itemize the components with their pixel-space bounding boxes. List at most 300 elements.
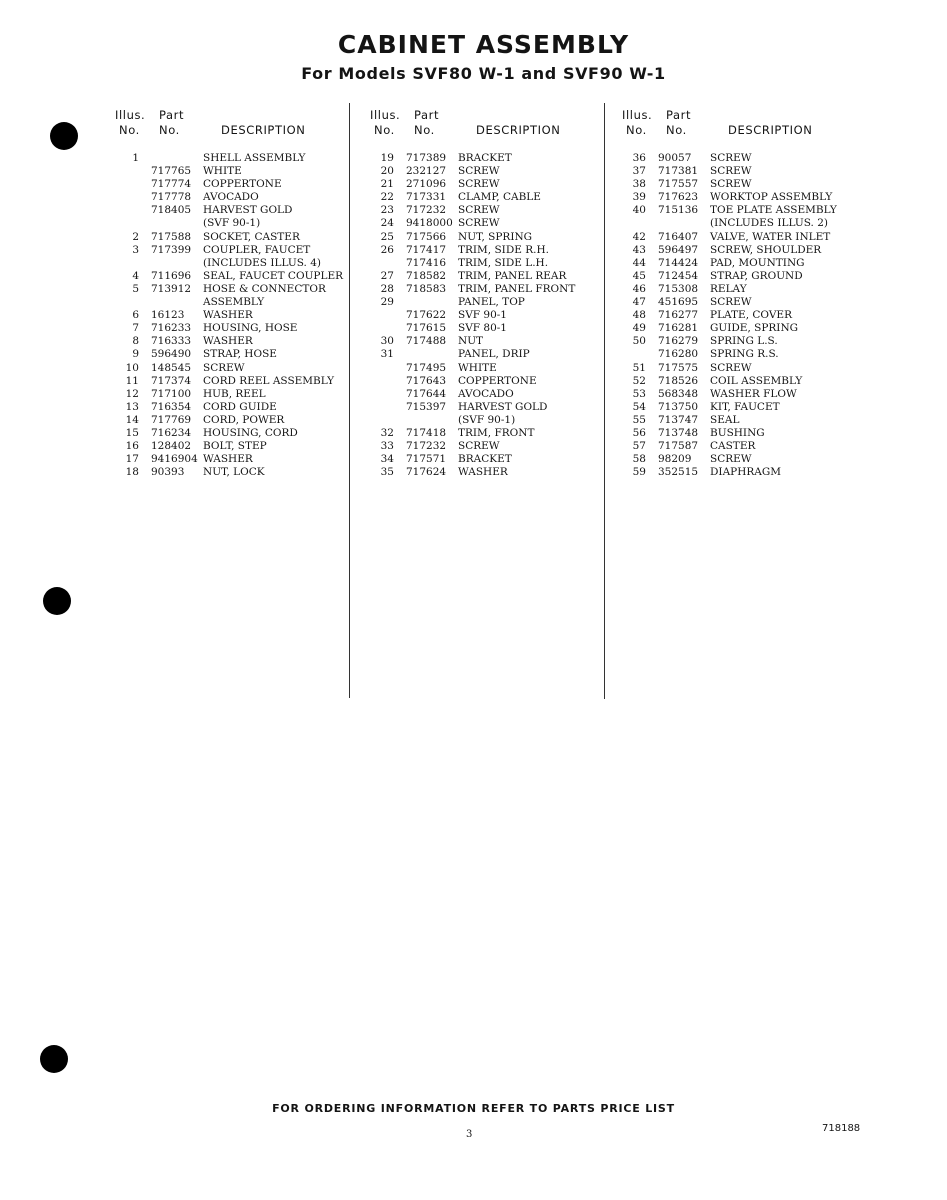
part-no-header: No. — [666, 123, 687, 137]
part-description: ASSEMBLY — [203, 296, 265, 309]
part-description: BUSHING — [710, 426, 765, 439]
illus-number: 16 — [125, 440, 139, 453]
part-description: HUB, REEL — [203, 387, 266, 400]
illus-number: 22 — [380, 191, 394, 204]
part-number: 98209 — [658, 453, 692, 466]
part-description: CLAMP, CABLE — [458, 191, 541, 204]
illus-number: 26 — [380, 243, 394, 256]
illus-number: 1 — [132, 152, 139, 164]
table-row — [622, 191, 862, 204]
illus-header: Illus. — [622, 108, 653, 122]
illus-header: Illus. — [115, 108, 146, 122]
illus-number: 53 — [632, 387, 646, 400]
table-row — [370, 309, 610, 322]
part-header: Part — [159, 108, 185, 122]
table-row — [370, 335, 610, 348]
part-description: SCREW — [710, 453, 752, 466]
table-row — [115, 283, 355, 296]
part-number: 128402 — [151, 440, 192, 453]
illus-number: 12 — [125, 387, 139, 400]
table-row — [115, 335, 355, 348]
part-number: 717488 — [406, 335, 447, 348]
illus-number: 24 — [380, 217, 394, 230]
part-description: CORD GUIDE — [203, 400, 277, 413]
part-number: 716279 — [658, 335, 699, 348]
part-number: 715397 — [406, 400, 447, 413]
column-header — [115, 108, 355, 140]
part-description: AVOCADO — [203, 191, 259, 204]
illus-number: 6 — [132, 309, 139, 322]
illus-no-header: No. — [626, 123, 647, 137]
table-row — [370, 152, 610, 165]
part-description: TRIM, PANEL FRONT — [458, 282, 576, 295]
table-row — [622, 165, 862, 178]
table-row — [622, 414, 862, 427]
part-description: SPRING L.S. — [710, 335, 778, 348]
part-description: SCREW — [458, 165, 500, 178]
illus-number: 35 — [380, 466, 394, 479]
part-number: 717417 — [406, 243, 447, 256]
table-row — [370, 296, 610, 309]
illus-no-header: No. — [374, 123, 395, 137]
parts-column-3 — [622, 108, 862, 479]
part-number: 717575 — [658, 361, 699, 374]
table-row — [370, 165, 610, 178]
part-description: RELAY — [710, 282, 747, 295]
part-description: SVF 90-1 — [458, 309, 507, 322]
part-description: SCREW — [710, 152, 752, 164]
illus-number: 18 — [125, 466, 139, 479]
table-row — [115, 152, 355, 165]
illus-number: 38 — [632, 178, 646, 191]
illus-number: 28 — [380, 282, 394, 295]
part-number: 711696 — [151, 269, 192, 282]
part-description: STRAP, GROUND — [710, 269, 803, 282]
part-header: Part — [666, 108, 692, 122]
illus-number: 30 — [380, 335, 394, 348]
table-row — [622, 322, 862, 335]
part-number: 717232 — [406, 204, 447, 217]
part-description: VALVE, WATER INLET — [710, 230, 831, 243]
part-description: SCREW — [203, 361, 245, 374]
part-description: HARVEST GOLD — [458, 400, 548, 413]
part-description: CORD REEL ASSEMBLY — [203, 374, 334, 387]
illus-number: 36 — [632, 152, 646, 164]
part-description: SEAL — [710, 413, 740, 426]
table-row — [370, 231, 610, 244]
part-number: 717416 — [406, 256, 447, 269]
illus-number: 59 — [632, 466, 646, 479]
ordering-note: FOR ORDERING INFORMATION REFER TO PARTS PRICE LIST — [272, 1102, 675, 1115]
table-row — [622, 309, 862, 322]
part-description: SCREW — [458, 204, 500, 217]
table-row — [622, 401, 862, 414]
part-description: CORD, POWER — [203, 413, 285, 426]
part-description: NUT — [458, 335, 484, 348]
table-row — [370, 388, 610, 401]
table-row — [622, 466, 862, 479]
column-header — [370, 108, 610, 140]
table-row — [370, 362, 610, 375]
illus-number: 31 — [380, 348, 394, 361]
table-row — [622, 453, 862, 466]
illus-number: 10 — [125, 361, 139, 374]
illus-number: 13 — [125, 400, 139, 413]
part-number: 90057 — [658, 152, 692, 164]
table-row — [115, 388, 355, 401]
part-description: BRACKET — [458, 453, 512, 466]
part-number: 717100 — [151, 387, 192, 400]
table-row — [370, 204, 610, 217]
table-row — [622, 440, 862, 453]
part-description: HARVEST GOLD — [203, 204, 293, 217]
part-no-header: No. — [414, 123, 435, 137]
part-number: 714424 — [658, 256, 699, 269]
part-description: TRIM, SIDE L.H. — [458, 256, 549, 269]
table-row — [370, 427, 610, 440]
part-number: 717623 — [658, 191, 699, 204]
part-number: 716354 — [151, 400, 192, 413]
part-number: 717624 — [406, 466, 447, 479]
table-row — [622, 362, 862, 375]
table-row — [370, 322, 610, 335]
part-description: WASHER — [203, 309, 253, 322]
description-header: DESCRIPTION — [476, 123, 561, 137]
part-description: SEAL, FAUCET COUPLER — [203, 269, 344, 282]
illus-number: 21 — [380, 178, 394, 191]
table-row — [115, 257, 355, 270]
illus-number: 45 — [632, 269, 646, 282]
illus-number: 51 — [632, 361, 646, 374]
part-number: 716333 — [151, 335, 192, 348]
illus-number: 46 — [632, 282, 646, 295]
part-number: 717389 — [406, 152, 447, 164]
part-description: WASHER — [458, 466, 508, 479]
part-number: 9416904 — [151, 453, 198, 466]
table-row — [115, 231, 355, 244]
part-number: 716234 — [151, 426, 192, 439]
table-row — [622, 217, 862, 230]
table-row — [115, 362, 355, 375]
part-description: PLATE, COVER — [710, 309, 793, 322]
part-description: NUT, SPRING — [458, 230, 533, 243]
illus-number: 14 — [125, 413, 139, 426]
part-description: SCREW — [458, 178, 500, 191]
part-description: PAD, MOUNTING — [710, 256, 805, 269]
table-row — [115, 191, 355, 204]
part-description: PANEL, DRIP — [458, 348, 530, 361]
part-number: 712454 — [658, 269, 699, 282]
part-description: STRAP, HOSE — [203, 348, 277, 361]
page-subtitle: For Models SVF80 W-1 and SVF90 W-1 — [301, 64, 666, 83]
illus-number: 50 — [632, 335, 646, 348]
table-row — [115, 165, 355, 178]
table-row — [115, 322, 355, 335]
part-number: 713747 — [658, 413, 699, 426]
part-number: 715308 — [658, 282, 699, 295]
illus-number: 9 — [132, 348, 139, 361]
table-row — [622, 178, 862, 191]
illus-number: 39 — [632, 191, 646, 204]
part-number: 715136 — [658, 204, 699, 217]
table-row — [370, 440, 610, 453]
part-number: 717769 — [151, 413, 192, 426]
part-number: 718582 — [406, 269, 447, 282]
part-description: COPPERTONE — [458, 374, 537, 387]
table-row — [622, 296, 862, 309]
table-row — [370, 244, 610, 257]
illus-number: 47 — [632, 296, 646, 309]
part-number: 717566 — [406, 230, 447, 243]
part-description: (INCLUDES ILLUS. 4) — [203, 256, 321, 269]
part-description: (INCLUDES ILLUS. 2) — [710, 217, 828, 230]
binder-hole-bottom — [40, 1045, 68, 1073]
table-row — [115, 427, 355, 440]
part-description: COUPLER, FAUCET — [203, 243, 311, 256]
table-row — [622, 348, 862, 361]
parts-list — [115, 152, 355, 479]
part-number: 9418000 — [406, 217, 453, 230]
illus-number: 52 — [632, 374, 646, 387]
part-description: TRIM, FRONT — [458, 426, 535, 439]
part-number: 352515 — [658, 466, 699, 479]
part-number: 717495 — [406, 361, 447, 374]
parts-list — [370, 152, 610, 479]
illus-number: 4 — [132, 269, 139, 282]
part-number: 717331 — [406, 191, 447, 204]
table-row — [370, 348, 610, 361]
part-number: 717418 — [406, 426, 447, 439]
part-description: SHELL ASSEMBLY — [203, 152, 306, 164]
parts-column-2 — [370, 108, 610, 479]
part-description: COPPERTONE — [203, 178, 282, 191]
table-row — [370, 270, 610, 283]
part-number: 717588 — [151, 230, 192, 243]
illus-number: 7 — [132, 322, 139, 335]
illus-number: 43 — [632, 243, 646, 256]
illus-number: 15 — [125, 426, 139, 439]
part-number: 717765 — [151, 165, 192, 178]
illus-number: 27 — [380, 269, 394, 282]
part-number: 716277 — [658, 309, 699, 322]
part-description: WASHER FLOW — [710, 387, 797, 400]
part-number: 568348 — [658, 387, 699, 400]
table-row — [370, 466, 610, 479]
part-number: 596490 — [151, 348, 192, 361]
part-number: 232127 — [406, 165, 447, 178]
part-description: WHITE — [458, 361, 497, 374]
table-row — [622, 375, 862, 388]
part-description: GUIDE, SPRING — [710, 322, 799, 335]
column-header — [622, 108, 862, 140]
part-description: DIAPHRAGM — [710, 466, 781, 479]
part-number: 717232 — [406, 440, 447, 453]
part-description: (SVF 90-1) — [203, 217, 261, 230]
table-row — [370, 191, 610, 204]
part-number: 717643 — [406, 374, 447, 387]
part-description: SOCKET, CASTER — [203, 230, 300, 243]
part-description: HOUSING, HOSE — [203, 322, 298, 335]
part-number: 717571 — [406, 453, 447, 466]
part-number: 717622 — [406, 309, 447, 322]
table-row — [115, 204, 355, 217]
table-row — [370, 178, 610, 191]
table-row — [115, 244, 355, 257]
part-number: 90393 — [151, 466, 185, 479]
part-description: CASTER — [710, 440, 756, 453]
part-description: SPRING R.S. — [710, 348, 779, 361]
part-description: SCREW — [458, 217, 500, 230]
part-number: 717644 — [406, 387, 447, 400]
table-row — [622, 335, 862, 348]
table-row — [115, 348, 355, 361]
table-row — [115, 375, 355, 388]
illus-number: 56 — [632, 426, 646, 439]
illus-number: 3 — [132, 243, 139, 256]
part-description: BRACKET — [458, 152, 512, 164]
table-row — [370, 401, 610, 414]
page-number: 3 — [466, 1129, 473, 1140]
part-description: TRIM, SIDE R.H. — [458, 243, 549, 256]
part-description: WORKTOP ASSEMBLY — [710, 191, 833, 204]
part-number: 717557 — [658, 178, 699, 191]
part-number: 717399 — [151, 243, 192, 256]
table-row — [115, 309, 355, 322]
part-number: 716233 — [151, 322, 192, 335]
part-number: 716281 — [658, 322, 699, 335]
part-number: 451695 — [658, 296, 699, 309]
illus-number: 33 — [380, 440, 394, 453]
illus-number: 58 — [632, 453, 646, 466]
part-description: HOSE & CONNECTOR — [203, 282, 326, 295]
part-number: 716280 — [658, 348, 699, 361]
part-description: WHITE — [203, 165, 242, 178]
part-number: 717374 — [151, 374, 192, 387]
part-description: BOLT, STEP — [203, 440, 267, 453]
illus-number: 29 — [380, 296, 394, 309]
illus-header: Illus. — [370, 108, 401, 122]
table-row — [622, 388, 862, 401]
parts-list — [622, 152, 862, 479]
illus-number: 25 — [380, 230, 394, 243]
illus-number: 19 — [380, 152, 394, 164]
table-row — [115, 440, 355, 453]
part-number: 717778 — [151, 191, 192, 204]
binder-hole-middle — [43, 587, 71, 615]
table-row — [370, 257, 610, 270]
part-description: (SVF 90-1) — [458, 413, 516, 426]
part-description: WASHER — [203, 453, 253, 466]
description-header: DESCRIPTION — [221, 123, 306, 137]
part-number: 713750 — [658, 400, 699, 413]
table-row — [622, 270, 862, 283]
table-row — [622, 244, 862, 257]
illus-number: 42 — [632, 230, 646, 243]
table-row — [370, 453, 610, 466]
parts-column-1 — [115, 108, 355, 479]
part-number: 717615 — [406, 322, 447, 335]
part-description: NUT, LOCK — [203, 466, 265, 479]
illus-number: 57 — [632, 440, 646, 453]
part-number: 718526 — [658, 374, 699, 387]
table-row — [622, 152, 862, 165]
illus-number: 48 — [632, 309, 646, 322]
part-no-header: No. — [159, 123, 180, 137]
page-title: CABINET ASSEMBLY — [337, 30, 630, 59]
table-row — [115, 296, 355, 309]
table-row — [115, 414, 355, 427]
table-row — [370, 217, 610, 230]
part-description: SCREW, SHOULDER — [710, 243, 822, 256]
illus-number: 17 — [125, 453, 139, 466]
table-row — [622, 204, 862, 217]
table-row — [622, 283, 862, 296]
part-number: 713748 — [658, 426, 699, 439]
illus-number: 49 — [632, 322, 646, 335]
part-description: TOE PLATE ASSEMBLY — [710, 204, 837, 217]
part-description: SCREW — [710, 178, 752, 191]
illus-number: 11 — [125, 374, 139, 387]
illus-number: 2 — [132, 230, 139, 243]
part-description: PANEL, TOP — [458, 296, 525, 309]
part-number: 718583 — [406, 282, 447, 295]
illus-number: 34 — [380, 453, 394, 466]
illus-no-header: No. — [119, 123, 140, 137]
illus-number: 55 — [632, 413, 646, 426]
illus-number: 32 — [380, 426, 394, 439]
part-number: 713912 — [151, 282, 192, 295]
table-row — [622, 427, 862, 440]
table-row — [370, 375, 610, 388]
illus-number: 23 — [380, 204, 394, 217]
table-row — [622, 257, 862, 270]
illus-number: 8 — [132, 335, 139, 348]
part-header: Part — [414, 108, 440, 122]
illus-number: 37 — [632, 165, 646, 178]
table-row — [115, 178, 355, 191]
illus-number: 54 — [632, 400, 646, 413]
part-description: TRIM, PANEL REAR — [458, 269, 567, 282]
table-row — [115, 270, 355, 283]
part-description: SCREW — [710, 296, 752, 309]
part-description: AVOCADO — [458, 387, 514, 400]
part-number: 717587 — [658, 440, 699, 453]
table-row — [115, 217, 355, 230]
table-row — [115, 453, 355, 466]
part-number: 717774 — [151, 178, 192, 191]
part-number: 716407 — [658, 230, 699, 243]
illus-number: 20 — [380, 165, 394, 178]
part-number: 271096 — [406, 178, 447, 191]
part-description: SCREW — [458, 440, 500, 453]
part-number: 148545 — [151, 361, 192, 374]
part-number: 596497 — [658, 243, 699, 256]
illus-number: 40 — [632, 204, 646, 217]
part-number: 717381 — [658, 165, 699, 178]
table-row — [115, 401, 355, 414]
table-row — [370, 283, 610, 296]
part-description: SCREW — [710, 165, 752, 178]
part-description: KIT, FAUCET — [710, 400, 780, 413]
binder-hole-top — [50, 122, 78, 150]
part-description: WASHER — [203, 335, 253, 348]
table-row — [370, 414, 610, 427]
document-number: 718188 — [822, 1123, 861, 1134]
part-description: HOUSING, CORD — [203, 426, 298, 439]
part-number: 718405 — [151, 204, 192, 217]
illus-number: 44 — [632, 256, 646, 269]
description-header: DESCRIPTION — [728, 123, 813, 137]
